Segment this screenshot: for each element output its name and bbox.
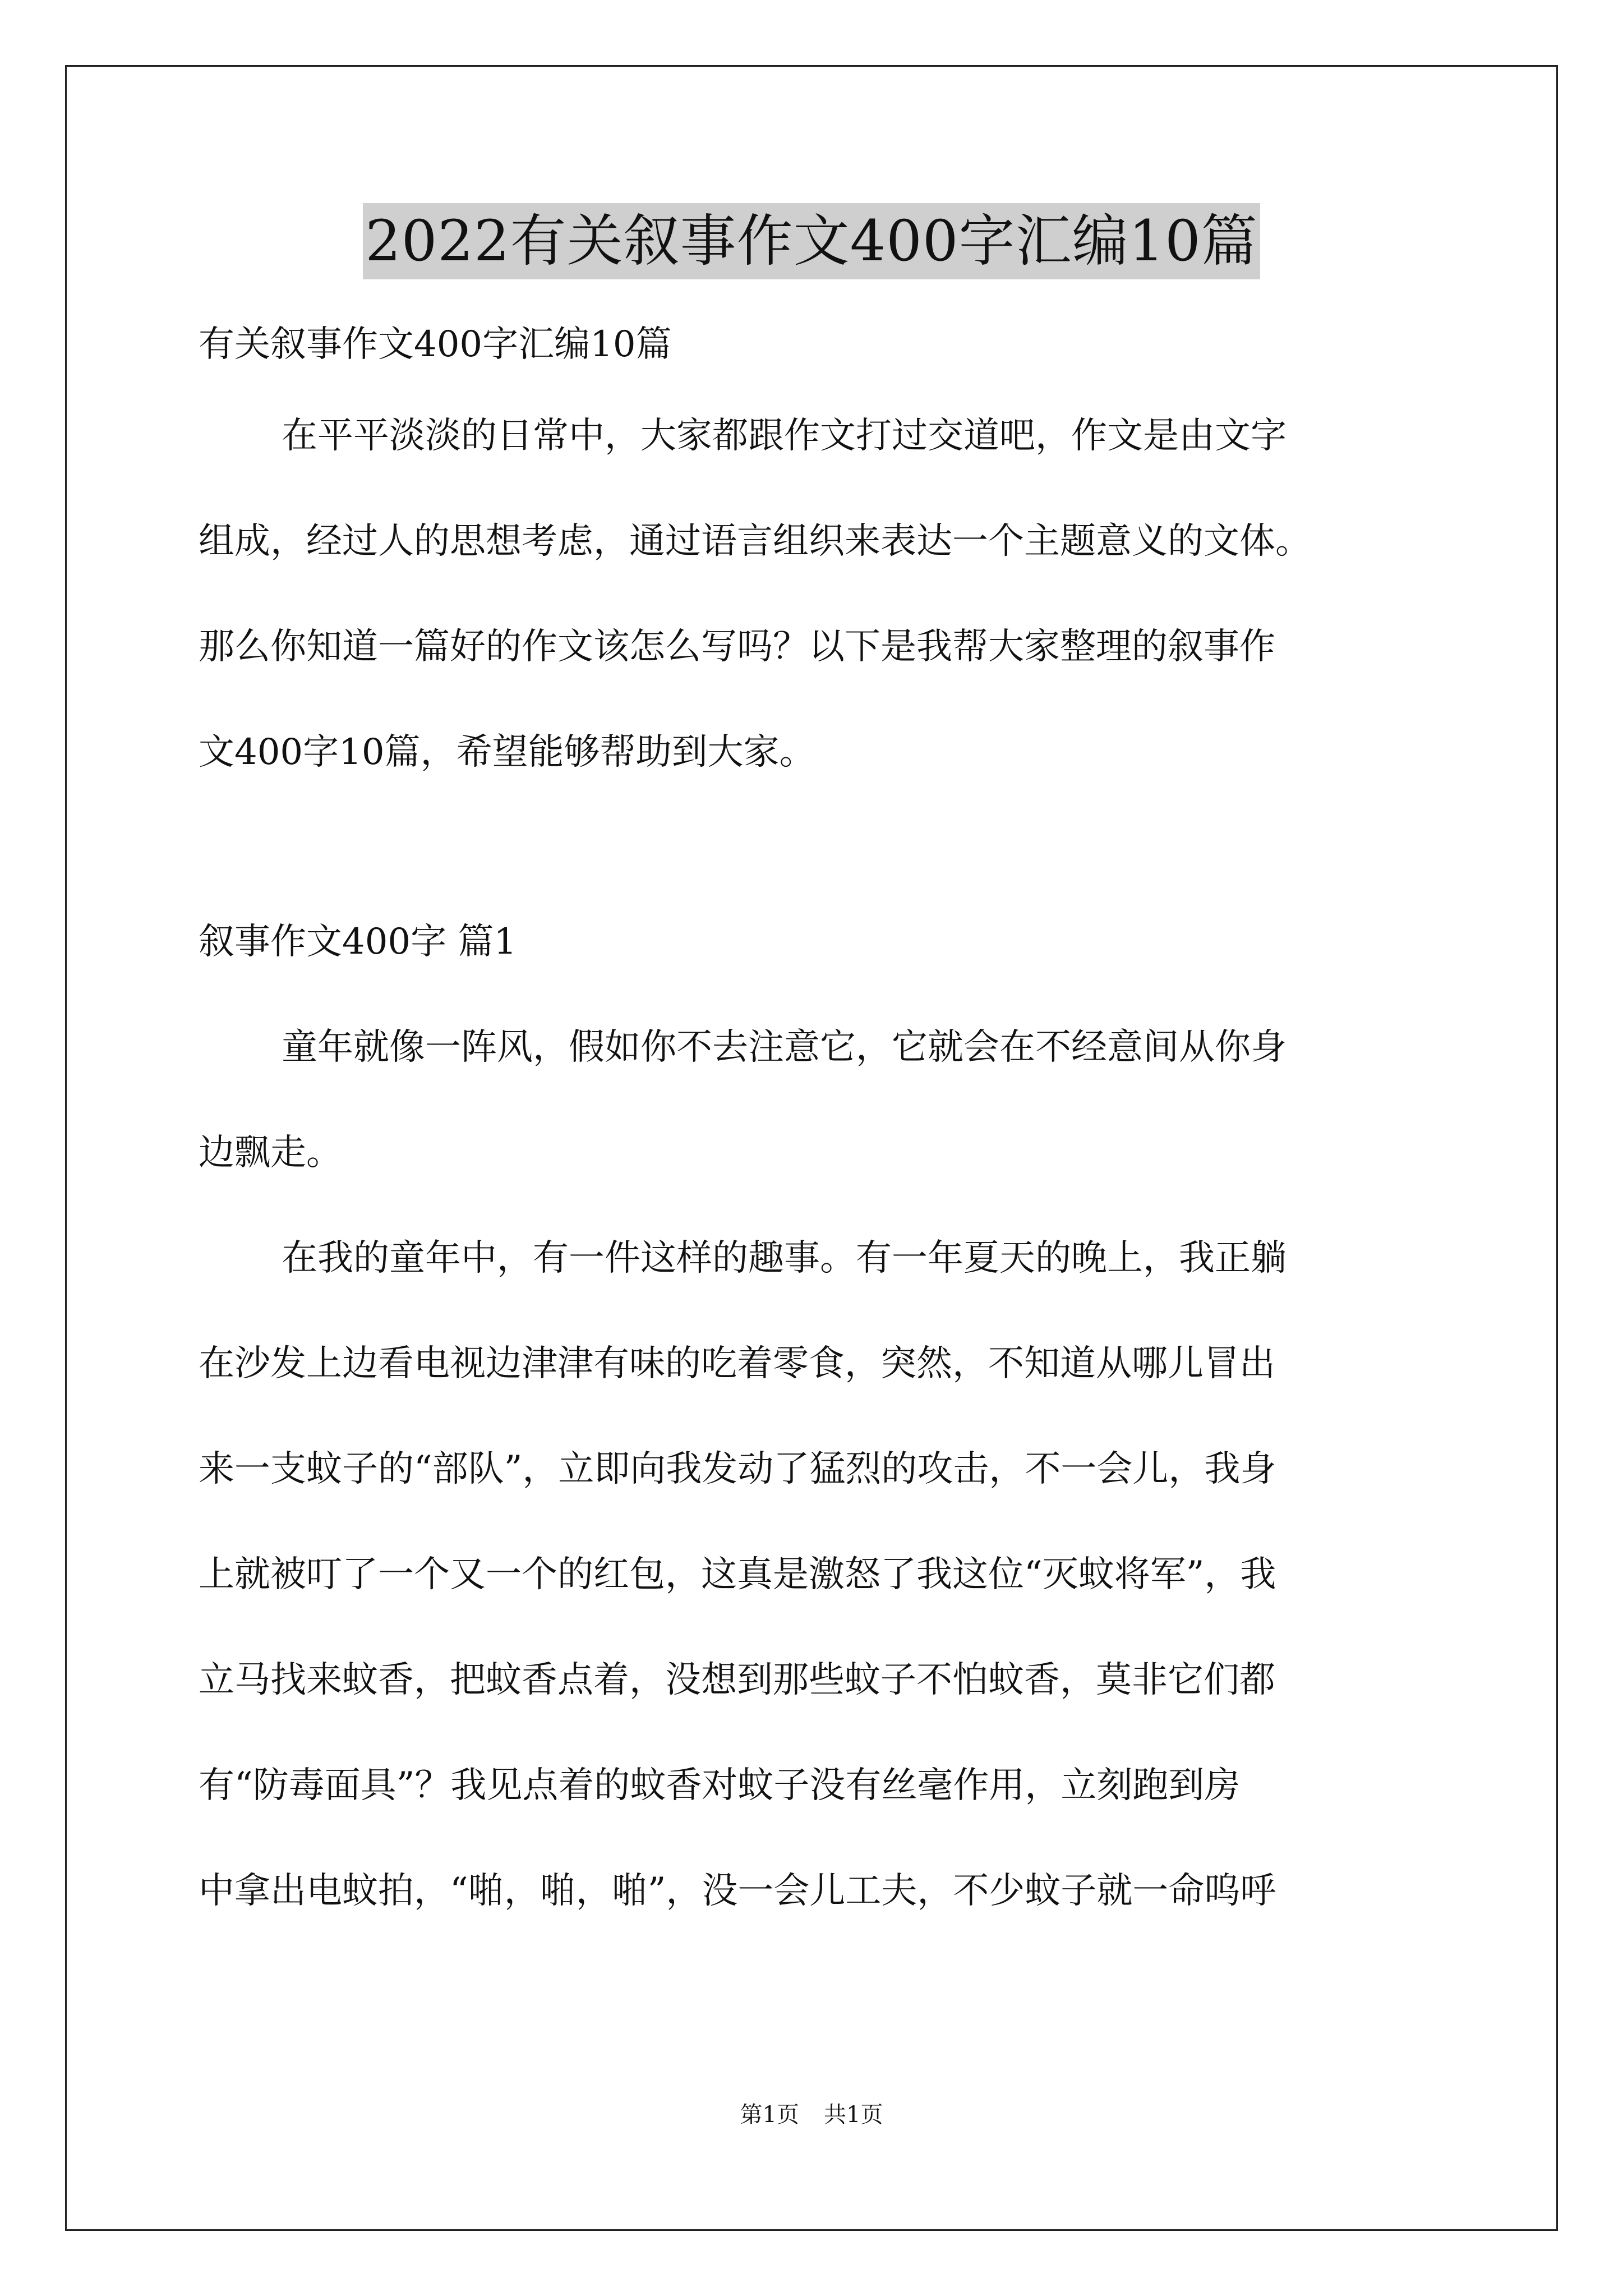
paragraph-line: 立马找来蚊香，把蚊香点着，没想到那些蚊子不怕蚊香，莫非它们都 (199, 1659, 1275, 1701)
intro-line: 文400字10篇，希望能够帮助到大家。 (199, 731, 815, 773)
paragraph-line: 上就被叮了一个又一个的红包，这真是激怒了我这位“灭蚊将军”，我 (199, 1554, 1276, 1595)
document-title: 2022有关叙事作文400字汇编10篇 (363, 203, 1260, 279)
page-footer (0, 2099, 1623, 2131)
paragraph-line: 在沙发上边看电视边津津有味的吃着零食，突然，不知道从哪儿冒出 (199, 1343, 1275, 1384)
page-total: 共1页 (824, 2102, 883, 2128)
paragraph-line: 中拿出电蚊拍，“啪，啪，啪”，没一会儿工夫，不少蚊子就一命呜呼 (199, 1870, 1276, 1912)
spacer (199, 805, 1427, 889)
paragraph-line: 在我的童年中，有一件这样的趣事。有一年夏天的晚上，我正躺 (282, 1237, 1287, 1279)
paragraph-line: 边飘走。 (199, 1132, 342, 1174)
intro-line: 组成，经过人的思想考虑，通过语言组织来表达一个主题意义的文体。 (199, 521, 1311, 562)
title-container (0, 203, 1623, 279)
document-body (199, 306, 1427, 1944)
intro-line: 在平平淡淡的日常中，大家都跟作文打过交道吧，作文是由文字 (282, 415, 1287, 457)
paragraph-line: 有“防毒面具”？我见点着的蚊香对蚊子没有丝毫作用，立刻跑到房 (199, 1765, 1241, 1806)
document-subtitle: 有关叙事作文400字汇编10篇 (199, 324, 672, 365)
paragraph-line: 童年就像一阵风，假如你不去注意它，它就会在不经意间从你身 (282, 1027, 1287, 1068)
section-heading: 叙事作文400字 篇1 (199, 921, 517, 963)
intro-line: 那么你知道一篇好的作文该怎么写吗？以下是我帮大家整理的叙事作 (199, 626, 1275, 668)
page-number: 第1页 (740, 2102, 799, 2128)
paragraph-line: 来一支蚊子的“部队”，立即向我发动了猛烈的攻击，不一会儿，我身 (199, 1448, 1276, 1490)
